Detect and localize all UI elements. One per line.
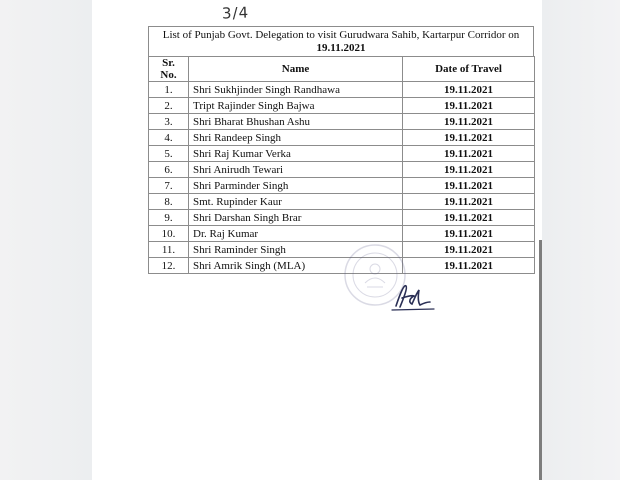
cell-date: 19.11.2021 [403, 194, 535, 210]
cell-name: Dr. Raj Kumar [189, 226, 403, 242]
cell-sr-no: 12. [149, 258, 189, 274]
cell-date: 19.11.2021 [403, 226, 535, 242]
cell-date: 19.11.2021 [403, 210, 535, 226]
delegation-table [148, 56, 535, 274]
cell-date: 19.11.2021 [403, 162, 535, 178]
cell-sr-no: 8. [149, 194, 189, 210]
cell-name: Shri Raminder Singh [189, 242, 403, 258]
cell-date: 19.11.2021 [403, 130, 535, 146]
cell-date: 19.11.2021 [403, 178, 535, 194]
header-date-of-travel: Date of Travel [403, 57, 535, 82]
table-header-row [149, 57, 535, 82]
cell-name: Shri Randeep Singh [189, 130, 403, 146]
table-row [149, 146, 535, 162]
table-row [149, 82, 535, 98]
table-row [149, 242, 535, 258]
cell-name: Shri Raj Kumar Verka [189, 146, 403, 162]
cell-sr-no: 11. [149, 242, 189, 258]
cell-date: 19.11.2021 [403, 114, 535, 130]
cell-sr-no: 1. [149, 82, 189, 98]
cell-date: 19.11.2021 [403, 98, 535, 114]
cell-date: 19.11.2021 [403, 82, 535, 98]
cell-name: Shri Amrik Singh (MLA) [189, 258, 403, 274]
cell-sr-no: 5. [149, 146, 189, 162]
cell-name: Shri Sukhjinder Singh Randhawa [189, 82, 403, 98]
cell-date: 19.11.2021 [403, 242, 535, 258]
table-row [149, 258, 535, 274]
signature [388, 280, 440, 312]
cell-name: Shri Anirudh Tewari [189, 162, 403, 178]
scrollbar[interactable] [539, 240, 542, 480]
header-name: Name [189, 57, 403, 82]
cell-sr-no: 4. [149, 130, 189, 146]
cell-name: Shri Bharat Bhushan Ashu [189, 114, 403, 130]
table-row [149, 226, 535, 242]
cell-date: 19.11.2021 [403, 146, 535, 162]
cell-sr-no: 7. [149, 178, 189, 194]
header-sr-no: Sr. No. [149, 57, 189, 82]
cell-name: Shri Parminder Singh [189, 178, 403, 194]
cell-sr-no: 10. [149, 226, 189, 242]
cell-name: Shri Darshan Singh Brar [189, 210, 403, 226]
cell-sr-no: 9. [149, 210, 189, 226]
cell-name: Tript Rajinder Singh Bajwa [189, 98, 403, 114]
table-row [149, 162, 535, 178]
table-row [149, 130, 535, 146]
cell-date: 19.11.2021 [403, 258, 535, 274]
document-heading [148, 26, 534, 56]
table-row [149, 194, 535, 210]
table-row [149, 210, 535, 226]
table-row [149, 114, 535, 130]
page-number: 3/4 [221, 3, 250, 23]
table-row [149, 178, 535, 194]
heading-date: 19.11.2021 [316, 42, 366, 54]
cell-name: Smt. Rupinder Kaur [189, 194, 403, 210]
background-left [0, 0, 92, 480]
background-right [542, 0, 620, 480]
cell-sr-no: 6. [149, 162, 189, 178]
cell-sr-no: 2. [149, 98, 189, 114]
cell-sr-no: 3. [149, 114, 189, 130]
table-row [149, 98, 535, 114]
heading-line: List of Punjab Govt. Delegation to visit Gurudwara Sahib, Kartarpur Corridor on [162, 29, 520, 41]
